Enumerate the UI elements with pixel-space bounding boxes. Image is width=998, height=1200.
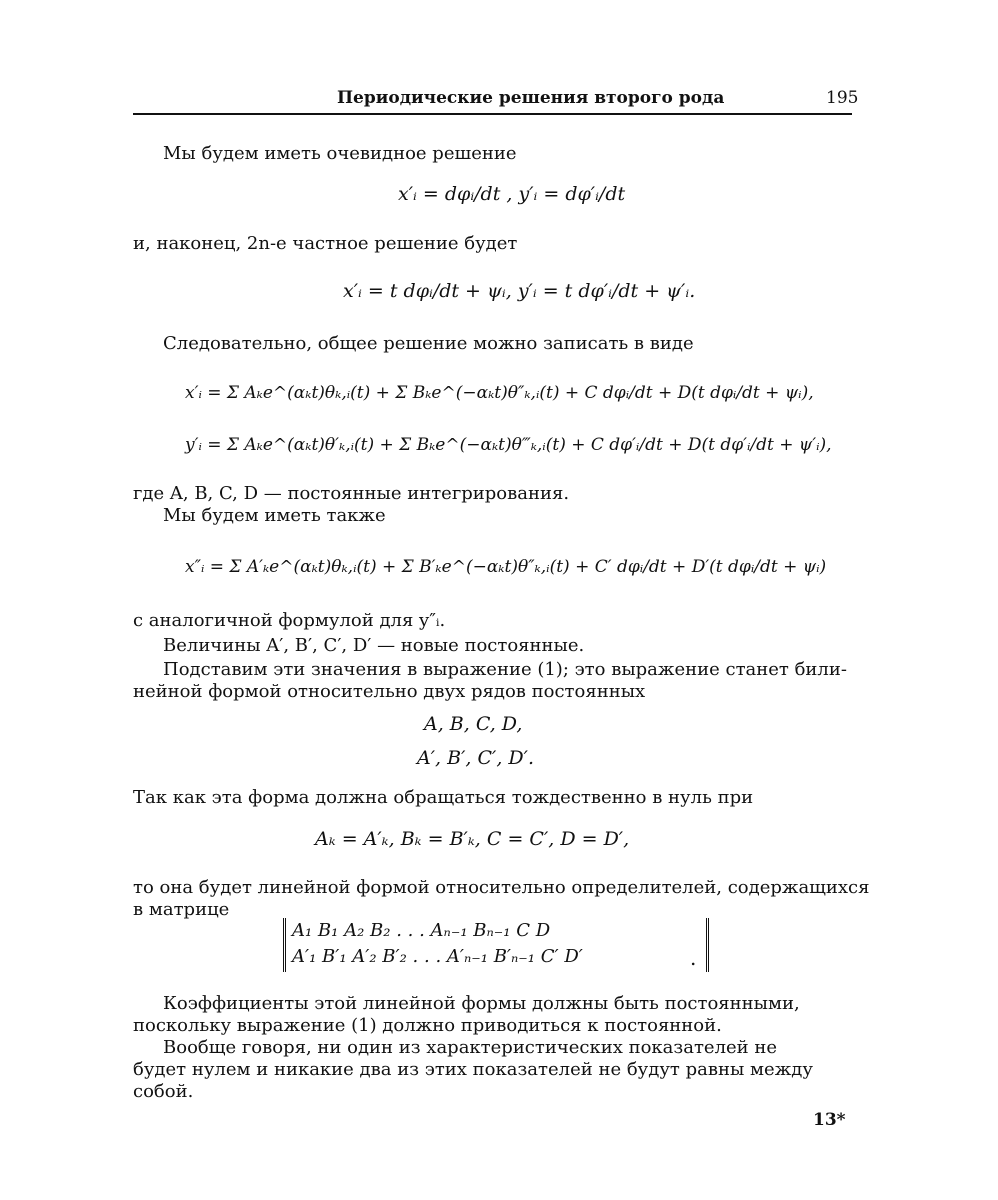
paragraph-10a: то она будет линейной формой относительно определителей, содержащихся bbox=[133, 877, 870, 898]
paragraph-10b: в матрице bbox=[133, 899, 230, 920]
paragraph-4: где A, B, C, D — постоянные интегрирования. bbox=[133, 483, 570, 504]
paragraph-2: и, наконец, 2n-е частное решение будет bbox=[133, 233, 518, 254]
matrix-period: . bbox=[690, 946, 697, 970]
equation-5a: A, B, C, D, bbox=[424, 713, 523, 735]
equation-6: Aₖ = A′ₖ, Bₖ = B′ₖ, C = C′, D = D′, bbox=[315, 828, 630, 850]
equation-3b: y′ᵢ = Σ Aₖe^(αₖt)θ′ₖ,ᵢ(t) + Σ Bₖe^(−αₖt)θ‴ₖ,ᵢ(t) + C dφ′ᵢ/dt + D(t dφ′ᵢ/dt + ψ′ᵢ), bbox=[185, 435, 832, 455]
matrix-row-1: A₁ B₁ A₂ B₂ . . . Aₙ₋₁ Bₙ₋₁ C D bbox=[292, 920, 551, 941]
header-rule bbox=[133, 113, 852, 115]
paragraph-12a: Вообще говоря, ни один из характеристических показателей не bbox=[163, 1037, 778, 1058]
paragraph-11b: поскольку выражение (1) должно приводиться к постоянной. bbox=[133, 1015, 722, 1036]
page-number: 195 bbox=[826, 88, 859, 108]
paragraph-7: Величины A′, B′, C′, D′ — новые постоянные. bbox=[163, 635, 585, 656]
paragraph-6: с аналогичной формулой для y″ᵢ. bbox=[133, 610, 446, 631]
paragraph-8b: нейной формой относительно двух рядов постоянных bbox=[133, 681, 646, 702]
paragraph-5: Мы будем иметь также bbox=[163, 505, 386, 526]
paragraph-11a: Коэффициенты этой линейной формы должны быть постоянными, bbox=[163, 993, 800, 1014]
running-header-title: Периодические решения второго рода bbox=[337, 88, 725, 108]
paragraph-1: Мы будем иметь очевидное решение bbox=[163, 143, 517, 164]
paragraph-12b: будет нулем и никакие два из этих показателей не будут равны между bbox=[133, 1059, 813, 1080]
equation-4: x″ᵢ = Σ A′ₖe^(αₖt)θₖ,ᵢ(t) + Σ B′ₖe^(−αₖt)θ″ₖ,ᵢ(t) + C′ dφᵢ/dt + D′(t dφᵢ/dt + ψᵢ) bbox=[185, 557, 827, 577]
equation-3a: x′ᵢ = Σ Aₖe^(αₖt)θₖ,ᵢ(t) + Σ Bₖe^(−αₖt)θ″ₖ,ᵢ(t) + C dφᵢ/dt + D(t dφᵢ/dt + ψᵢ), bbox=[185, 383, 814, 403]
matrix-row-2: A′₁ B′₁ A′₂ B′₂ . . . A′ₙ₋₁ B′ₙ₋₁ C′ D′ bbox=[292, 946, 583, 967]
paragraph-12c: собой. bbox=[133, 1081, 194, 1102]
paragraph-3: Следовательно, общее решение можно записать в виде bbox=[163, 333, 694, 354]
equation-5b: A′, B′, C′, D′. bbox=[417, 747, 534, 769]
equation-1: x′ᵢ = dφᵢ/dt , y′ᵢ = dφ′ᵢ/dt bbox=[398, 183, 626, 205]
paragraph-8a: Подставим эти значения в выражение (1); это выражение станет били- bbox=[163, 659, 847, 680]
paragraph-9: Так как эта форма должна обращаться тождественно в нуль при bbox=[133, 787, 754, 808]
equation-2: x′ᵢ = t dφᵢ/dt + ψᵢ, y′ᵢ = t dφ′ᵢ/dt + ψ′ᵢ. bbox=[343, 280, 696, 302]
signature-mark: 13* bbox=[813, 1110, 846, 1130]
